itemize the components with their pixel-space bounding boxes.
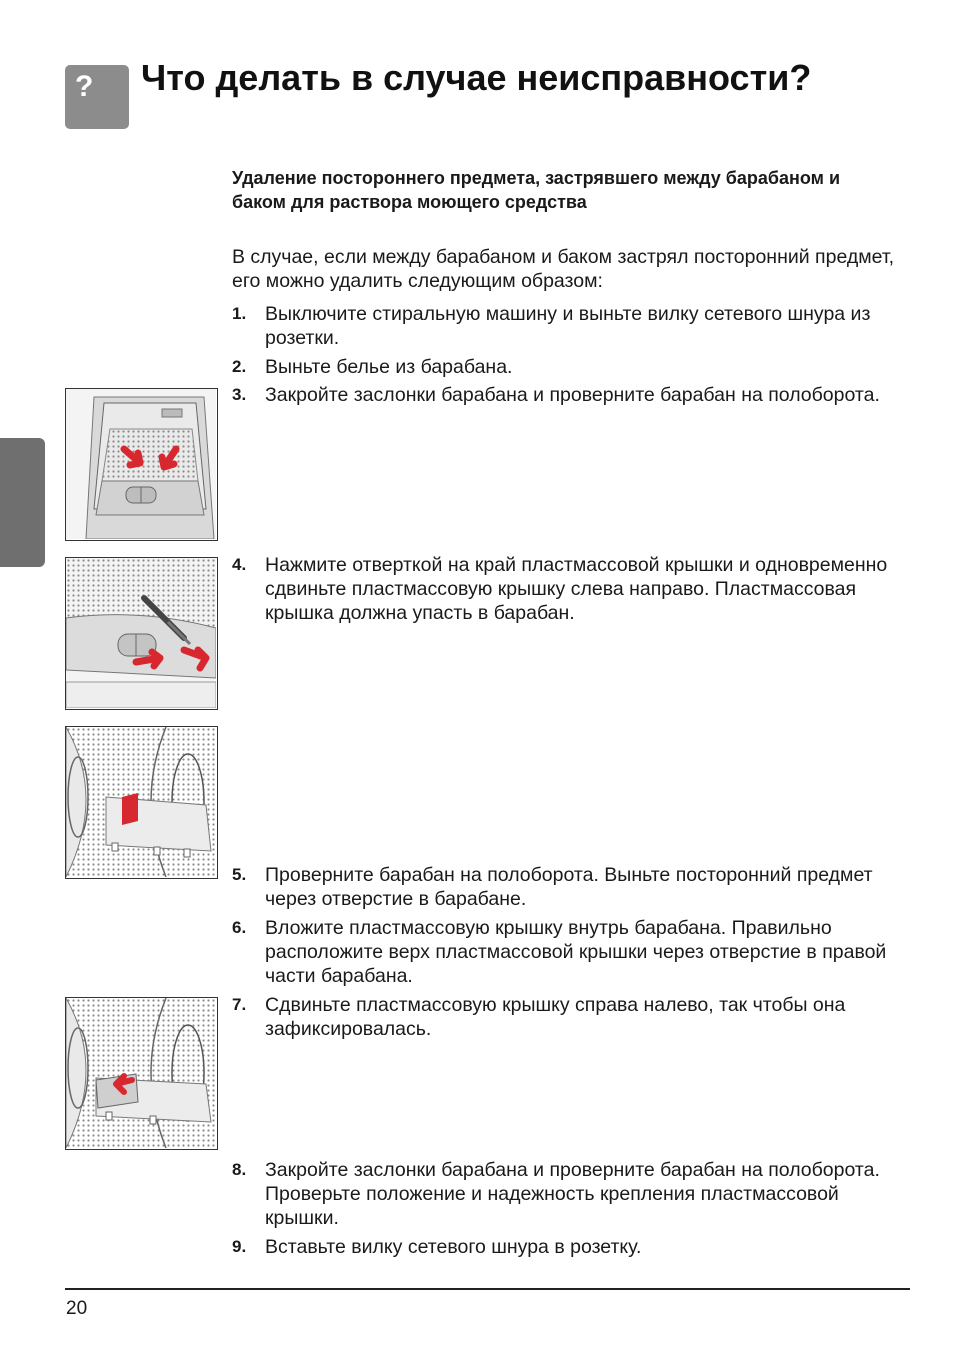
- step-2: [232, 355, 912, 379]
- figure-screwdriver-cover: [65, 557, 218, 710]
- step-number: 9.: [232, 1237, 247, 1256]
- figure-drum-interior: [65, 726, 218, 879]
- step-text: Вставьте вилку сетевого шнура в розетку.: [265, 1236, 642, 1258]
- step-text: Нажмите отверткой на край пластмассовой крышки и одновременно сдвиньте пластмассовую крышку слева направо. Пластмассовая крышка должна упасть в барабан.: [265, 554, 888, 624]
- step-number: 1.: [232, 304, 247, 323]
- page-number: 20: [66, 1298, 88, 1319]
- step-number: 2.: [232, 357, 247, 376]
- step-number: 8.: [232, 1160, 247, 1179]
- step-number: 7.: [232, 995, 247, 1014]
- step-9: [232, 1235, 912, 1259]
- step-7: [232, 993, 912, 1041]
- step-text: Закройте заслонки барабана и проверните барабан на полоборота.: [265, 384, 880, 406]
- step-text: Сдвиньте пластмассовую крышку справа налево, так чтобы она зафиксировалась.: [265, 994, 846, 1040]
- step-8: [232, 1158, 912, 1230]
- insert-cover-illustration: [66, 998, 216, 1148]
- help-question-icon: [65, 65, 129, 129]
- question-glyph: ?: [75, 70, 94, 103]
- section-heading: Удаление постороннего предмета, застрявшего между барабаном и баком для раствора моющего средства: [232, 168, 841, 212]
- step-5: [232, 863, 912, 911]
- page-title: Что делать в случае неисправности?: [141, 57, 812, 98]
- section-side-tab: [0, 438, 45, 567]
- screwdriver-illustration: [66, 558, 216, 708]
- footer-divider: [65, 1288, 910, 1290]
- intro-paragraph: В случае, если между барабаном и баком застрял посторонний предмет, его можно удалить следующим образом:: [232, 246, 895, 292]
- step-1: [232, 302, 912, 350]
- step-6: [232, 916, 912, 988]
- step-text: Выньте белье из барабана.: [265, 356, 513, 378]
- drum-interior-illustration: [66, 727, 216, 877]
- figure-drum-flaps-closed: [65, 388, 218, 541]
- step-text: Выключите стиральную машину и выньте вилку сетевого шнура из розетки.: [265, 303, 871, 349]
- step-number: 4.: [232, 555, 247, 574]
- figure-insert-cover: [65, 997, 218, 1150]
- step-number: 3.: [232, 385, 247, 404]
- step-text: Закройте заслонки барабана и проверните барабан на полоборота. Проверьте положение и надежность крепления пластмассовой крышки.: [265, 1159, 880, 1229]
- step-text: Проверните барабан на полоборота. Выньте посторонний предмет через отверстие в барабане.: [265, 864, 873, 910]
- step-number: 5.: [232, 865, 247, 884]
- step-number: 6.: [232, 918, 247, 937]
- step-3: [232, 383, 912, 407]
- step-text: Вложите пластмассовую крышку внутрь барабана. Правильно расположите верх пластмассовой крышки через отверстие в правой части барабана.: [265, 917, 887, 987]
- step-4: [232, 553, 912, 625]
- drum-top-illustration: [66, 389, 216, 539]
